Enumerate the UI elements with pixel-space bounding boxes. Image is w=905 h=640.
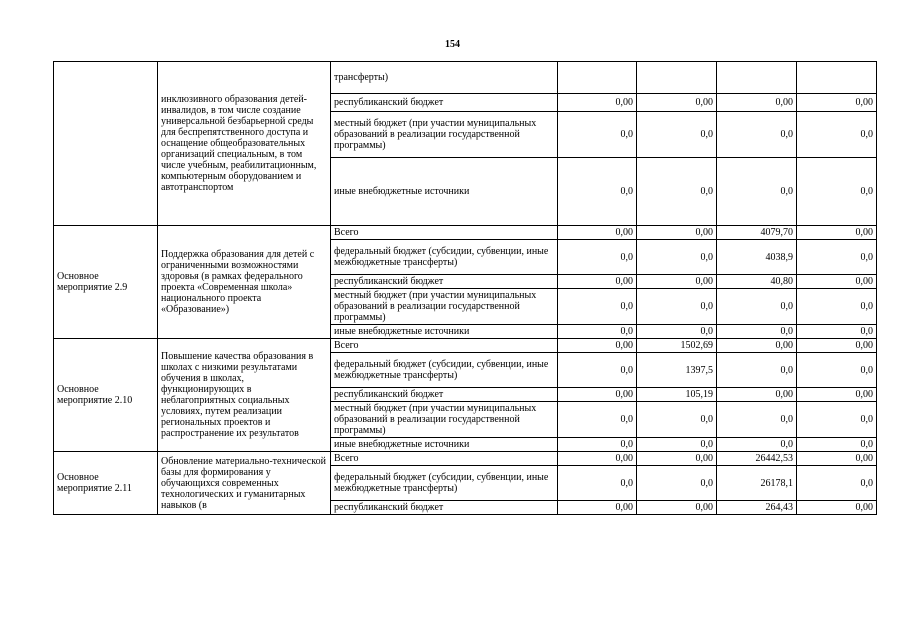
amount-cell: 40,80 xyxy=(717,275,797,289)
table-row xyxy=(54,226,877,240)
amount-cell xyxy=(637,62,717,94)
table-row xyxy=(54,452,877,466)
amount-cell: 0,0 xyxy=(717,158,797,226)
amount-cell: 0,00 xyxy=(637,452,717,466)
amount-cell: 0,0 xyxy=(558,112,637,158)
amount-cell: 0,0 xyxy=(637,438,717,452)
funding-source: федеральный бюджет (субсидии, субвенции, иные межбюджетные трансферты) xyxy=(331,353,558,388)
amount-cell: 0,00 xyxy=(717,94,797,112)
amount-cell: 0,0 xyxy=(797,158,877,226)
funding-source: местный бюджет (при участии муниципальных образований в реализации государственной программы) xyxy=(331,402,558,438)
activity-description: Повышение качества образования в школах с низкими результатами обучения в школах, функционирующих в неблагоприятных социальных условиях, путем реализации региональных проектов и распространение их результатов xyxy=(158,339,331,452)
amount-cell: 1397,5 xyxy=(637,353,717,388)
funding-source: федеральный бюджет (субсидии, субвенции, иные межбюджетные трансферты) xyxy=(331,240,558,275)
amount-cell: 0,0 xyxy=(558,325,637,339)
amount-cell: 0,0 xyxy=(558,402,637,438)
amount-cell: 0,00 xyxy=(717,339,797,353)
funding-source: республиканский бюджет xyxy=(331,388,558,402)
amount-cell: 26442,53 xyxy=(717,452,797,466)
amount-cell: 0,0 xyxy=(797,353,877,388)
amount-cell: 0,00 xyxy=(558,339,637,353)
funding-source: Всего xyxy=(331,339,558,353)
funding-source: иные внебюджетные источники xyxy=(331,438,558,452)
amount-cell: 0,0 xyxy=(558,438,637,452)
amount-cell: 0,00 xyxy=(797,388,877,402)
amount-cell: 0,0 xyxy=(797,112,877,158)
funding-source: республиканский бюджет xyxy=(331,501,558,515)
funding-source: местный бюджет (при участии муниципальных образований в реализации государственной программы) xyxy=(331,112,558,158)
funding-source: республиканский бюджет xyxy=(331,94,558,112)
amount-cell: 4079,70 xyxy=(717,226,797,240)
activity-name xyxy=(54,62,158,226)
amount-cell: 0,0 xyxy=(797,240,877,275)
amount-cell: 0,0 xyxy=(717,402,797,438)
amount-cell xyxy=(717,62,797,94)
amount-cell: 26178,1 xyxy=(717,466,797,501)
funding-source: трансферты) xyxy=(331,62,558,94)
activity-name: Основное мероприятие 2.10 xyxy=(54,339,158,452)
amount-cell: 0,0 xyxy=(637,240,717,275)
funding-source: иные внебюджетные источники xyxy=(331,158,558,226)
amount-cell: 0,0 xyxy=(637,158,717,226)
table-row xyxy=(54,339,877,353)
amount-cell: 0,00 xyxy=(558,388,637,402)
amount-cell: 4038,9 xyxy=(717,240,797,275)
activity-name: Основное мероприятие 2.11 xyxy=(54,452,158,515)
amount-cell: 0,0 xyxy=(717,353,797,388)
amount-cell: 0,00 xyxy=(558,275,637,289)
amount-cell: 0,00 xyxy=(637,94,717,112)
page-number: 154 xyxy=(445,39,460,50)
activity-description: инклюзивного образования детей-инвалидов, в том числе создание универсальной безбарьерной среды для беспрепятственного доступа и оснащение общеобразовательных организаций специальным, в том числе учебным, реабилитационным, компьютерным оборудованием и автотранспортом xyxy=(158,62,331,226)
activity-description: Поддержка образования для детей с ограниченными возможностями здоровья (в рамках федерального проекта «Современная школа» национального проекта «Образование») xyxy=(158,226,331,339)
amount-cell: 0,00 xyxy=(558,226,637,240)
amount-cell: 0,00 xyxy=(637,501,717,515)
amount-cell: 0,00 xyxy=(558,94,637,112)
amount-cell: 1502,69 xyxy=(637,339,717,353)
amount-cell: 0,0 xyxy=(558,240,637,275)
amount-cell: 0,0 xyxy=(717,438,797,452)
activity-description: Обновление материально-технической базы для формирования у обучающихся современных технологических и гуманитарных навыков (в xyxy=(158,452,331,515)
amount-cell: 0,0 xyxy=(797,325,877,339)
amount-cell: 0,00 xyxy=(637,226,717,240)
amount-cell: 0,0 xyxy=(558,466,637,501)
amount-cell: 0,00 xyxy=(558,452,637,466)
funding-source: Всего xyxy=(331,452,558,466)
amount-cell: 0,0 xyxy=(797,466,877,501)
funding-source: республиканский бюджет xyxy=(331,275,558,289)
amount-cell: 0,0 xyxy=(717,112,797,158)
funding-source: Всего xyxy=(331,226,558,240)
funding-source: федеральный бюджет (субсидии, субвенции, иные межбюджетные трансферты) xyxy=(331,466,558,501)
amount-cell: 0,0 xyxy=(797,438,877,452)
amount-cell: 0,00 xyxy=(797,226,877,240)
amount-cell: 0,00 xyxy=(637,275,717,289)
table-row xyxy=(54,62,877,94)
amount-cell: 0,00 xyxy=(797,452,877,466)
amount-cell: 0,00 xyxy=(797,275,877,289)
amount-cell: 0,0 xyxy=(637,402,717,438)
amount-cell: 105,19 xyxy=(637,388,717,402)
budget-table xyxy=(53,61,877,515)
amount-cell: 0,0 xyxy=(797,402,877,438)
amount-cell: 0,00 xyxy=(797,94,877,112)
amount-cell: 0,00 xyxy=(797,501,877,515)
amount-cell: 0,0 xyxy=(637,466,717,501)
amount-cell: 0,0 xyxy=(717,325,797,339)
amount-cell xyxy=(797,62,877,94)
amount-cell: 0,0 xyxy=(637,325,717,339)
activity-name: Основное мероприятие 2.9 xyxy=(54,226,158,339)
funding-source: местный бюджет (при участии муниципальных образований в реализации государственной программы) xyxy=(331,289,558,325)
funding-source: иные внебюджетные источники xyxy=(331,325,558,339)
amount-cell: 0,0 xyxy=(797,289,877,325)
amount-cell: 0,0 xyxy=(717,289,797,325)
amount-cell: 0,00 xyxy=(558,501,637,515)
amount-cell: 0,0 xyxy=(558,158,637,226)
amount-cell: 0,0 xyxy=(558,353,637,388)
amount-cell xyxy=(558,62,637,94)
amount-cell: 0,0 xyxy=(637,289,717,325)
amount-cell: 0,00 xyxy=(797,339,877,353)
amount-cell: 264,43 xyxy=(717,501,797,515)
amount-cell: 0,0 xyxy=(558,289,637,325)
amount-cell: 0,0 xyxy=(637,112,717,158)
amount-cell: 0,00 xyxy=(717,388,797,402)
